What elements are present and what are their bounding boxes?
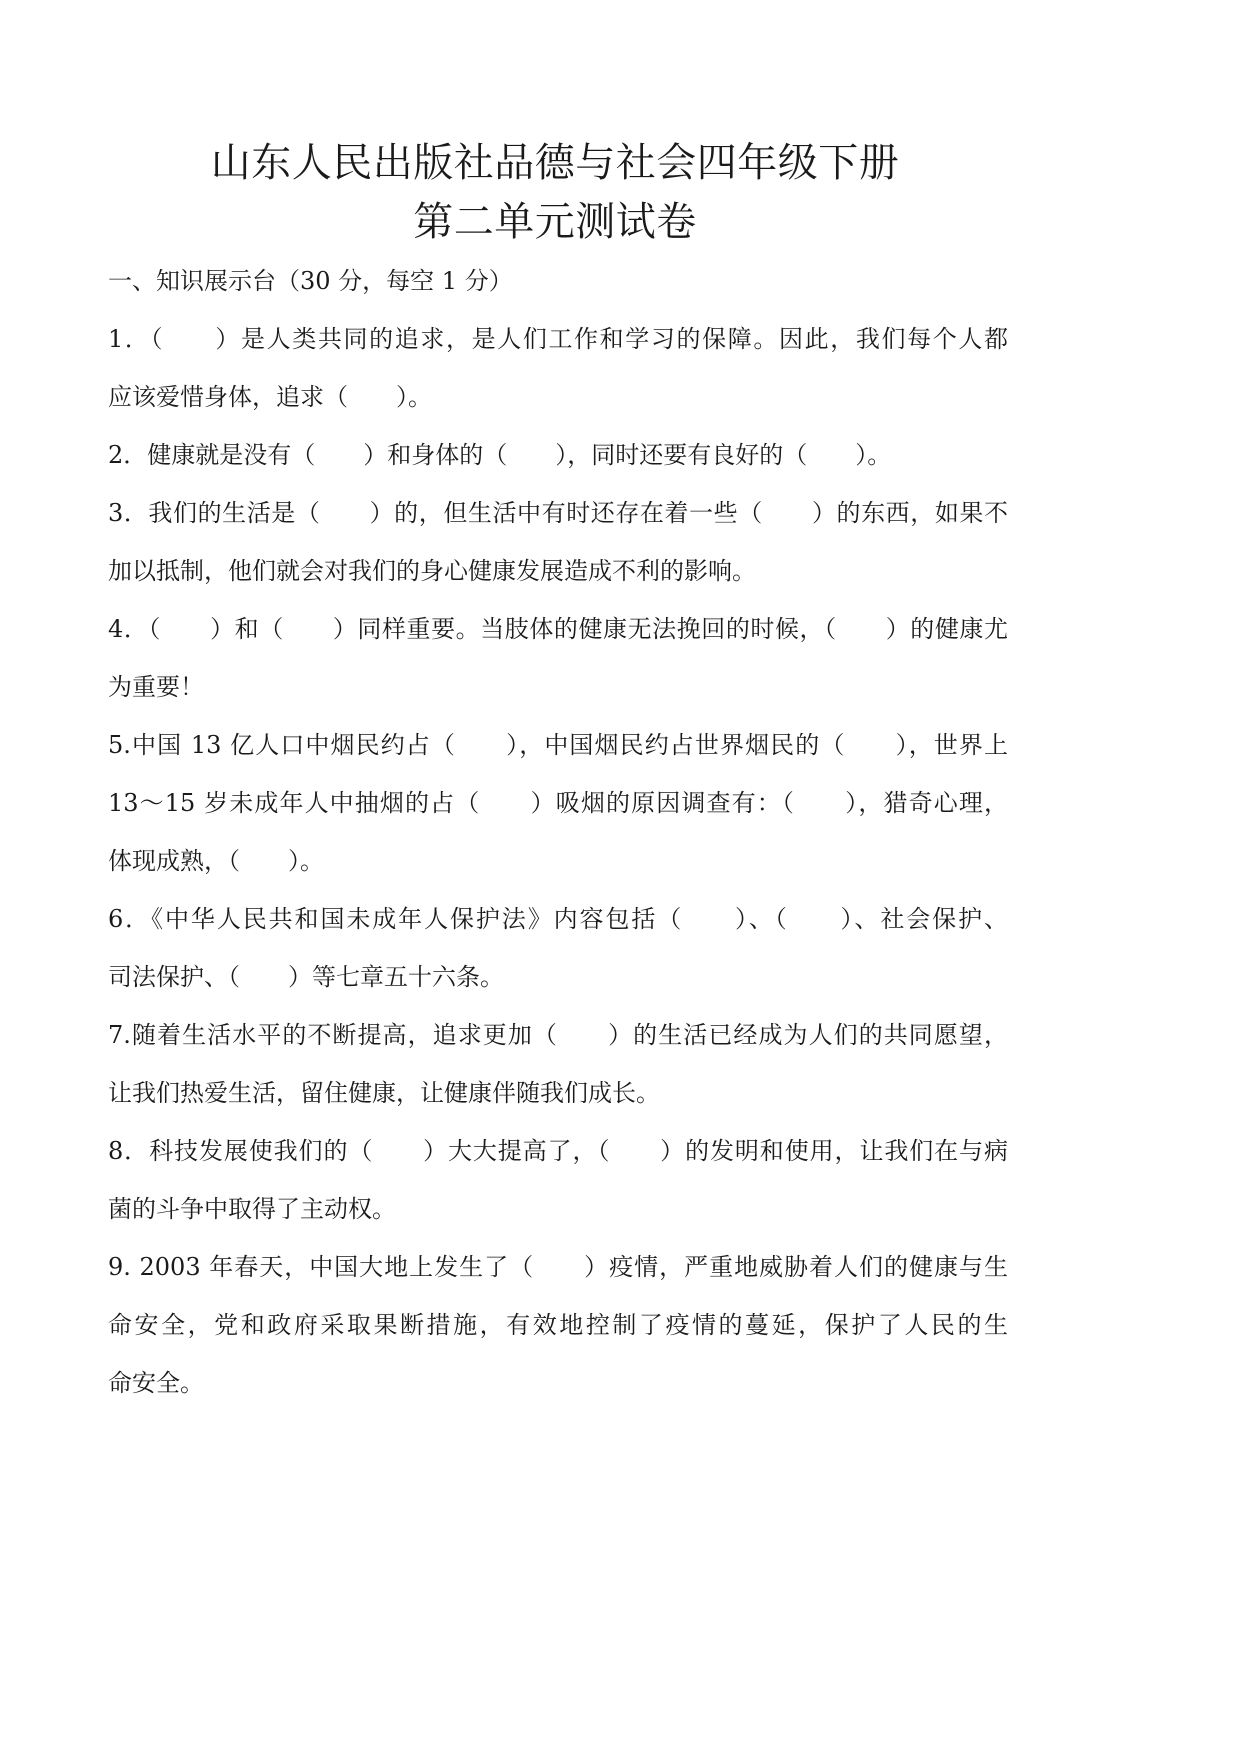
question-9 (108, 1238, 1008, 1412)
question-8 (108, 1122, 1008, 1238)
question-7 (108, 1006, 1008, 1122)
question-9-line-3: 命安全。 (108, 1369, 204, 1397)
question-1 (108, 310, 1008, 426)
question-5 (108, 716, 1008, 890)
question-3-line-2: 加以抵制，他们就会对我们的身心健康发展造成不利的影响。 (108, 557, 756, 585)
question-6 (108, 890, 1008, 1006)
question-1-line-2: 应该爱惜身体，追求（ ）。 (108, 383, 432, 411)
question-4 (108, 600, 1008, 716)
question-5-line-3: 体现成熟，（ ）。 (108, 847, 324, 875)
question-6-line-1: 6．《中华人民共和国未成年人保护法》内容包括（ ）、（ ）、社会保护、 (108, 905, 1008, 933)
document-title: 山东人民出版社品德与社会四年级下册 (210, 140, 900, 186)
question-3 (108, 484, 1008, 600)
question-5-line-1: 5.中国 13 亿人口中烟民约占（ ），中国烟民约占世界烟民的（ ），世界上 (108, 731, 1008, 759)
question-8-line-2: 菌的斗争中取得了主动权。 (108, 1195, 396, 1223)
question-9-line-2: 命安全，党和政府采取果断措施，有效地控制了疫情的蔓延，保护了人民的生 (108, 1311, 1008, 1339)
section-heading: 一、知识展示台（30 分，每空 1 分） (108, 267, 513, 295)
document-subtitle: 第二单元测试卷 (413, 199, 697, 245)
question-2 (108, 426, 1008, 484)
question-1-line-1: 1．（ ）是人类共同的追求，是人们工作和学习的保障。因此，我们每个人都 (108, 325, 1008, 353)
question-9-line-1: 9. 2003 年春天，中国大地上发生了（ ）疫情，严重地威胁着人们的健康与生 (108, 1253, 1008, 1281)
document-body (108, 252, 1008, 1412)
question-6-line-2: 司法保护、（ ）等七章五十六条。 (108, 963, 504, 991)
question-5-line-2: 13～15 岁未成年人中抽烟的占（ ）吸烟的原因调查有：（ ），猎奇心理， (108, 789, 1008, 817)
question-4-line-2: 为重要！ (108, 673, 204, 701)
question-2-line-1: 2．健康就是没有（ ）和身体的（ ），同时还要有良好的（ ）。 (108, 441, 892, 469)
question-8-line-1: 8．科技发展使我们的（ ）大大提高了，（ ）的发明和使用，让我们在与病 (108, 1137, 1008, 1165)
question-7-line-1: 7.随着生活水平的不断提高，追求更加（ ）的生活已经成为人们的共同愿望， (108, 1021, 1008, 1049)
question-4-line-1: 4．（ ）和（ ）同样重要。当肢体的健康无法挽回的时候，（ ）的健康尤 (108, 615, 1008, 643)
question-7-line-2: 让我们热爱生活，留住健康，让健康伴随我们成长。 (108, 1079, 660, 1107)
question-3-line-1: 3．我们的生活是（ ）的，但生活中有时还存在着一些（ ）的东西，如果不 (108, 499, 1008, 527)
